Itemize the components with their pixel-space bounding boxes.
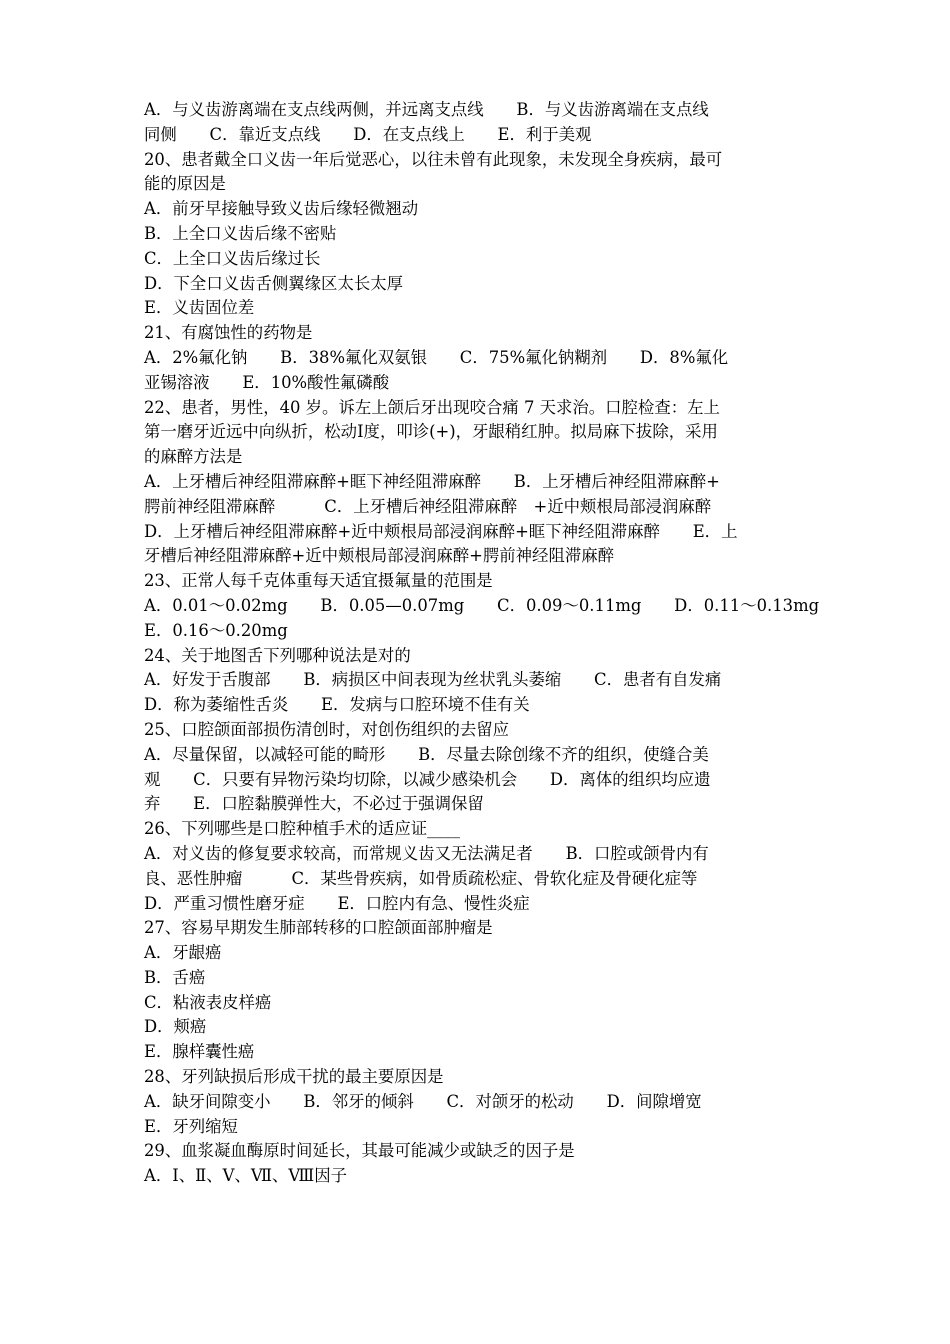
text-line: E．牙列缩短 — [144, 1116, 238, 1136]
text-line: 弃 E．口腔黏膜弹性大，不必过于强调保留 — [144, 794, 484, 814]
document-page — [144, 98, 820, 1189]
text-line: 同侧 C．靠近支点线 D．在支点线上 E．利于美观 — [144, 124, 592, 144]
text-line: A．牙龈癌 — [144, 943, 222, 963]
text-line: A．缺牙间隙变小 B．邻牙的倾斜 C．对颌牙的松动 D．间隙增宽 — [144, 1091, 702, 1111]
text-line: A．Ⅰ、Ⅱ、Ⅴ、Ⅶ、Ⅷ因子 — [144, 1166, 347, 1186]
text-line: 27、容易早期发生肺部转移的口腔颌面部肿瘤是 — [144, 918, 493, 938]
text-line: A．上牙槽后神经阻滞麻醉+眶下神经阻滞麻醉 B．上牙槽后神经阻滞麻醉+ — [144, 471, 720, 491]
text-line: 良、恶性肿瘤 C．某些骨疾病，如骨质疏松症、骨软化症及骨硬化症等 — [144, 868, 698, 888]
text-line: A．尽量保留，以减轻可能的畸形 B．尽量去除创缘不齐的组织，使缝合美 — [144, 744, 709, 764]
text-line: 第一磨牙近远中向纵折，松动Ⅰ度，叩诊(+)，牙龈稍红肿。拟局麻下拔除，采用 — [144, 422, 718, 442]
text-line: D．颊癌 — [144, 1017, 207, 1037]
text-line: B．舌癌 — [144, 967, 206, 987]
text-line: 的麻醉方法是 — [144, 447, 243, 467]
text-line: D．严重习惯性磨牙症 E．口腔内有急、慢性炎症 — [144, 893, 530, 913]
text-line: 21、有腐蚀性的药物是 — [144, 323, 313, 343]
text-line: A．与义齿游离端在支点线两侧，并远离支点线 B．与义齿游离端在支点线 — [144, 100, 709, 119]
text-line: 能的原因是 — [144, 174, 226, 194]
text-line: A．好发于舌腹部 B．病损区中间表现为丝状乳头萎缩 C．患者有自发痛 — [144, 670, 722, 690]
text-line: 23、正常人每千克体重每天适宜摄氟量的范围是 — [144, 571, 493, 591]
text-line: C．粘液表皮样癌 — [144, 992, 272, 1012]
text-line: E．义齿固位差 — [144, 298, 255, 318]
text-line: C．上全口义齿后缘过长 — [144, 248, 321, 268]
text-line: 腭前神经阻滞麻醉 C．上牙槽后神经阻滞麻醉 +近中颊根局部浸润麻醉 — [144, 496, 712, 516]
text-line: 20、患者戴全口义齿一年后觉恶心，以往未曾有此现象，未发现全身疾病，最可 — [144, 149, 723, 169]
text-line: A．2%氟化钠 B．38%氟化双氨银 C．75%氟化钠糊剂 D．8%氟化 — [144, 347, 729, 367]
text-line: D．称为萎缩性舌炎 E．发病与口腔环境不佳有关 — [144, 695, 530, 715]
text-line: 观 C．只要有异物污染均切除，以减少感染机会 D．离体的组织均应遗 — [144, 769, 711, 789]
text-line: 28、牙列缺损后形成干扰的最主要原因是 — [144, 1067, 444, 1087]
text-line: 29、血浆凝血酶原时间延长，其最可能减少或缺乏的因子是 — [144, 1141, 575, 1161]
text-line: D．下全口义齿舌侧翼缘区太长太厚 — [144, 273, 403, 293]
text-line: E．0.16～0.20mg — [144, 620, 288, 640]
text-line: 26、下列哪些是口腔种植手术的适应证____ — [144, 819, 460, 839]
text-line: 24、关于地图舌下列哪种说法是对的 — [144, 645, 411, 665]
text-line: E．腺样囊性癌 — [144, 1042, 255, 1062]
text-line: 牙槽后神经阻滞麻醉+近中颊根局部浸润麻醉+腭前神经阻滞麻醉 — [144, 546, 615, 566]
text-line: B．上全口义齿后缘不密贴 — [144, 223, 337, 243]
text-line: A．0.01～0.02mg B．0.05—0.07mg C．0.09～0.11mg D．0.11～0.13mg — [144, 595, 820, 615]
text-line: D．上牙槽后神经阻滞麻醉+近中颊根局部浸润麻醉+眶下神经阻滞麻醉 E．上 — [144, 521, 738, 541]
text-line: A．前牙早接触导致义齿后缘轻微翘动 — [144, 199, 419, 219]
text-line: A．对义齿的修复要求较高，而常规义齿又无法满足者 B．口腔或颌骨内有 — [144, 843, 709, 863]
text-line: 25、口腔颌面部损伤清创时，对创伤组织的去留应 — [144, 719, 510, 739]
text-line: 亚锡溶液 E．10%酸性氟磷酸 — [144, 372, 390, 392]
text-line: 22、患者，男性，40 岁。诉左上颌后牙出现咬合痛 7 天求治。口腔检查：左上 — [144, 397, 720, 417]
